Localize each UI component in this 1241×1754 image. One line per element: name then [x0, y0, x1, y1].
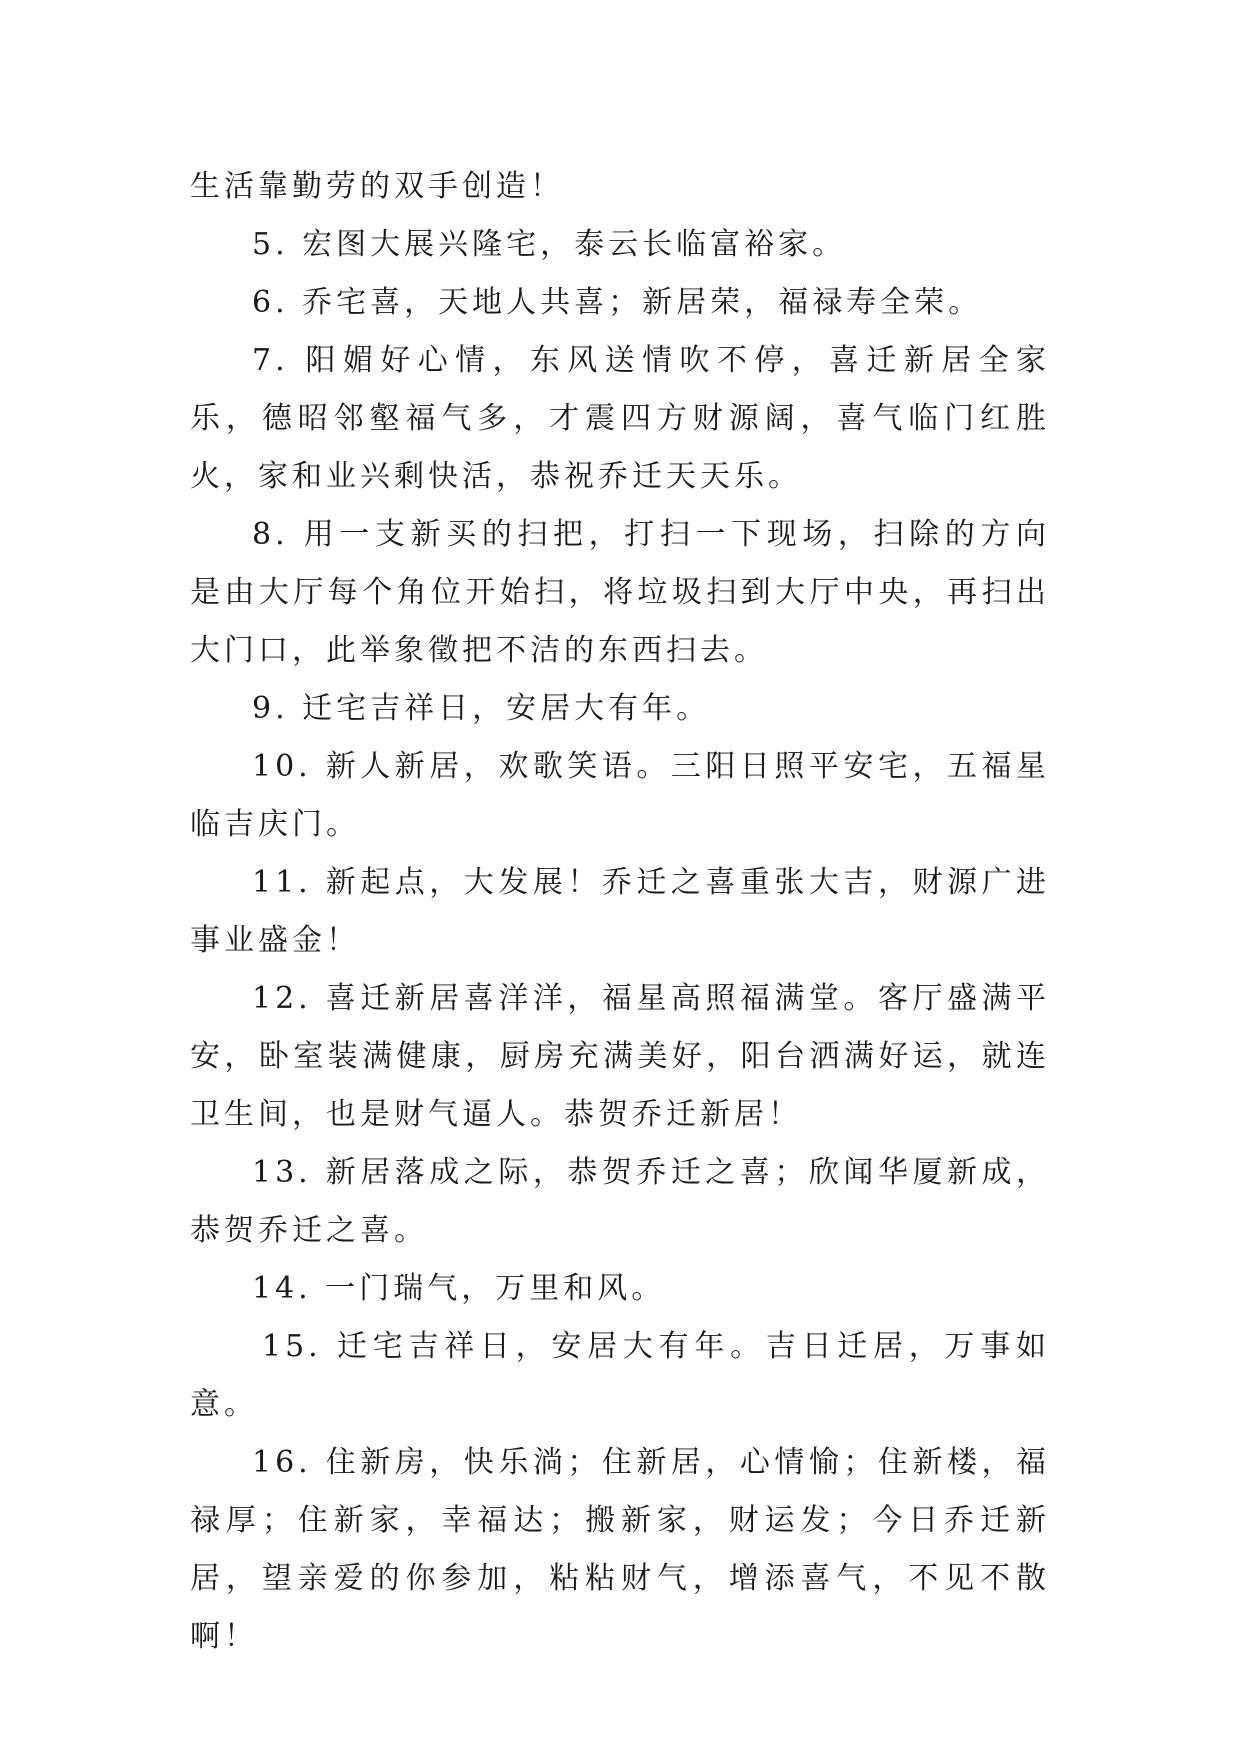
- list-item-12: 12. 喜迁新居喜洋洋，福星高照福满堂。客厅盛满平安，卧室装满健康，厨房充满美好，阳台洒满好运，就连卫生间，也是财气逼人。恭贺乔迁新居！: [190, 981, 1050, 1132]
- list-item-15: 15. 迁宅吉祥日，安居大有年。吉日迁居，万事如意。: [190, 1329, 1050, 1422]
- list-item-14: 14. 一门瑞气，万里和风。: [252, 1271, 666, 1306]
- list-item-9: 9. 迁宅吉祥日，安居大有年。: [252, 691, 711, 726]
- document-body: [190, 158, 1050, 1666]
- list-item-6: 6. 乔宅喜，天地人共喜；新居荣，福禄寿全荣。: [252, 285, 983, 320]
- list-item-5: 5. 宏图大展兴隆宅，泰云长临富裕家。: [252, 227, 847, 262]
- list-item-7: 7. 阳媚好心情，东风送情吹不停，喜迁新居全家乐，德昭邻壑福气多，才震四方财源阔，喜气临门红胜火，家和业兴剩快活，恭祝乔迁天天乐。: [190, 343, 1050, 494]
- list-item-8: 8. 用一支新买的扫把，打扫一下现场，扫除的方向是由大厅每个角位开始扫，将垃圾扫到大厅中央，再扫出大门口，此举象徵把不洁的东西扫去。: [190, 517, 1050, 668]
- paragraph-continuation: 生活靠勤劳的双手创造！: [190, 169, 564, 204]
- list-item-16: 16. 住新房，快乐淌；住新居，心情愉；住新楼，福禄厚；住新家，幸福达；搬新家，财运发；今日乔迁新居，望亲爱的你参加，粘粘财气，增添喜气，不见不散啊！: [190, 1445, 1050, 1654]
- list-item-13: 13. 新居落成之际，恭贺乔迁之喜；欣闻华厦新成，恭贺乔迁之喜。: [190, 1155, 1050, 1248]
- list-item-10: 10. 新人新居，欢歌笑语。三阳日照平安宅，五福星临吉庆门。: [190, 749, 1050, 842]
- list-item-11: 11. 新起点，大发展！乔迁之喜重张大吉，财源广进事业盛金！: [190, 865, 1050, 958]
